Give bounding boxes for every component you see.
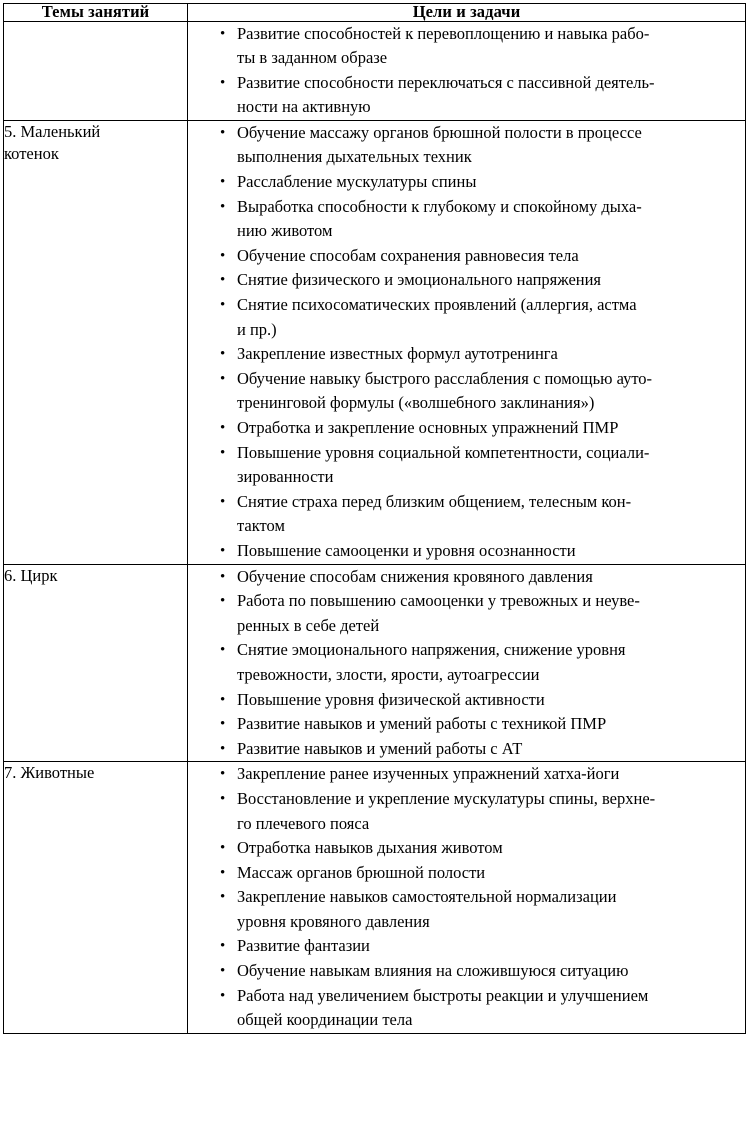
goal-line: • Снятие эмоционального напряжения, снижение уровня: [237, 640, 626, 660]
goal-list-item: [220, 984, 745, 1033]
topic-label: котенок: [4, 144, 59, 164]
goal-line: уровня кровяного давления: [237, 911, 430, 931]
goal-line: • Выработка способности к глубокому и спокойному дыха-: [237, 196, 642, 216]
goal-list-item: [220, 22, 745, 71]
goal-line: • Обучение навыку быстрого расслабления с помощью ауто-: [237, 368, 653, 388]
goal-line: и пр.): [237, 319, 277, 339]
goal-line: тактом: [237, 516, 285, 536]
lesson-plan-table: [3, 3, 746, 1034]
goal-list-item: • Развитие навыков и умений работы с техникой ПМР: [220, 712, 745, 737]
goal-line: • Развитие способностей к перевоплощению и навыка рабо-: [237, 23, 650, 43]
goal-line: тренинговой формулы («волшебного заклинания»): [237, 393, 595, 413]
topic-cell: [4, 21, 188, 120]
goal-list-item: [220, 490, 745, 539]
goal-list-item: [220, 885, 745, 934]
goal-list-item: [220, 638, 745, 687]
goal-list-item: [220, 195, 745, 244]
goal-line: ренных в себе детей: [237, 615, 380, 635]
goal-list-item: • Снятие физического и эмоционального напряжения: [220, 268, 745, 293]
goal-line: • Закрепление навыков самостоятельной нормализации: [237, 887, 617, 907]
topic-cell: [4, 120, 188, 564]
goal-list-item: [220, 441, 745, 490]
goal-line: • Обучение массажу органов брюшной полости в процессе: [237, 122, 642, 142]
goal-list-item: • Развитие фантазии: [220, 934, 745, 959]
goals-cell: [188, 564, 746, 762]
goals-cell: [188, 120, 746, 564]
goal-line: нию животом: [237, 221, 333, 241]
goal-list-item: • Расслабление мускулатуры спины: [220, 170, 745, 195]
goal-list: [188, 565, 745, 762]
column-header-topic: Темы занятий: [4, 4, 188, 22]
goal-line: тревожности, злости, ярости, аутоагрессии: [237, 664, 540, 684]
goal-line: общей координации тела: [237, 1010, 413, 1030]
goal-list-item: • Закрепление известных формул аутотренинга: [220, 342, 745, 367]
goal-list-item: • Закрепление ранее изученных упражнений хатха-йоги: [220, 762, 745, 787]
goal-list-item: • Обучение навыкам влияния на сложившуюся ситуацию: [220, 959, 745, 984]
goal-list-item: • Повышение самооценки и уровня осознанности: [220, 539, 745, 564]
goal-list-item: [220, 787, 745, 836]
goal-line: • Работа по повышению самооценки у тревожных и неуве-: [237, 591, 640, 611]
topic-label: 7. Животные: [4, 763, 95, 783]
table-row: [4, 564, 746, 762]
goal-list-item: • Обучение способам снижения кровяного давления: [220, 565, 745, 590]
table-header-row: [4, 4, 746, 22]
goal-list-item: [220, 293, 745, 342]
goal-list: [188, 121, 745, 564]
goal-line: выполнения дыхательных техник: [237, 147, 472, 167]
table-row: [4, 21, 746, 120]
goal-line: зированности: [237, 467, 334, 487]
goal-list-item: [220, 589, 745, 638]
goal-line: • Повышение уровня социальной компетентности, социали-: [237, 442, 650, 462]
goal-list-item: • Отработка навыков дыхания животом: [220, 836, 745, 861]
topic-cell: [4, 762, 188, 1034]
topic-label: 5. Маленький: [4, 121, 101, 141]
goal-list-item: • Повышение уровня физической активности: [220, 688, 745, 713]
goal-line: • Работа над увеличением быстроты реакции и улучшением: [237, 985, 649, 1005]
table-header: [4, 4, 746, 22]
goals-cell: [188, 762, 746, 1034]
goal-line: • Снятие страха перед близким общением, телесным кон-: [237, 491, 632, 511]
topic-cell: [4, 564, 188, 762]
goal-list: [188, 762, 745, 1033]
topic-label: 6. Цирк: [4, 565, 58, 585]
goal-list: [188, 22, 745, 120]
goal-line: • Развитие способности переключаться с пассивной деятель-: [237, 72, 655, 92]
goal-list-item: [220, 71, 745, 120]
table-row: [4, 120, 746, 564]
goal-line: ности на активную: [237, 97, 371, 117]
goals-cell: [188, 21, 746, 120]
goal-list-item: • Отработка и закрепление основных упражнений ПМР: [220, 416, 745, 441]
goal-list-item: • Обучение способам сохранения равновесия тела: [220, 244, 745, 269]
column-header-goals: Цели и задачи: [188, 4, 746, 22]
goal-line: • Снятие психосоматических проявлений (аллергия, астма: [237, 295, 637, 315]
goal-line: • Восстановление и укрепление мускулатуры спины, верхне-: [237, 788, 656, 808]
goal-list-item: • Массаж органов брюшной полости: [220, 861, 745, 886]
goal-list-item: [220, 121, 745, 170]
goal-line: го плечевого пояса: [237, 813, 370, 833]
table-body: [4, 21, 746, 1033]
goal-line: ты в заданном образе: [237, 48, 388, 68]
table-row: [4, 762, 746, 1034]
goal-list-item: [220, 367, 745, 416]
goal-list-item: • Развитие навыков и умений работы с АТ: [220, 737, 745, 762]
